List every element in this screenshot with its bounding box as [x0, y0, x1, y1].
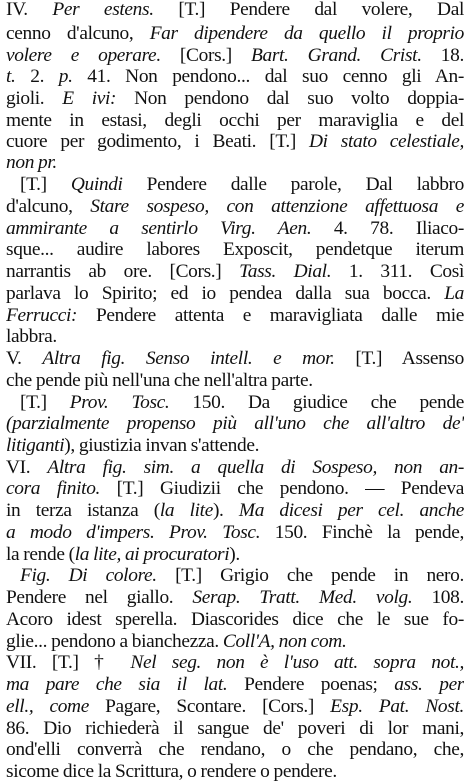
text-line [6, 151, 464, 175]
italic-segment: E ivi: [62, 88, 117, 109]
italic-segment: la lite [159, 500, 213, 521]
italic-segment: cora finito. [6, 478, 101, 499]
italic-segment: Per estens. [52, 0, 154, 20]
italic-segment: Esp. Pat. Nost. [330, 696, 464, 717]
text-segment: Pendere poenas; [227, 674, 395, 695]
text-line [6, 0, 464, 22]
text-segment: Pendere attenta e maravigliata dalle mie [77, 305, 464, 326]
italic-segment: Quindi [70, 174, 123, 195]
italic-segment: Virg. Aen. [220, 218, 312, 239]
text-line [6, 434, 464, 458]
text-segment: d'alcuno, [6, 196, 91, 217]
italic-segment: Serap. Tratt. Med. volg. [192, 587, 413, 608]
italic-segment: a modo d'impers. Prov. Tosc. [6, 522, 261, 543]
text-segment: [T.] [20, 174, 71, 195]
text-segment: sicome dice la Scrittura, o rendere o pendere. [6, 761, 337, 782]
italic-segment: Bart. Grand. Crist. [250, 45, 422, 66]
text-segment: 1. 311. Così [331, 261, 464, 282]
text-line [6, 477, 464, 501]
text-segment: 150. Finchè la pende, [260, 522, 464, 543]
text-segment: [T.] Pendere dal volere, Dal [153, 0, 464, 20]
italic-segment: ass. per [394, 674, 464, 695]
italic-segment: Ma dicesi per cel. anche [238, 500, 464, 521]
text-segment: gioli. [6, 88, 63, 109]
text-line [6, 325, 464, 349]
italic-segment: p. [58, 66, 73, 87]
text-segment: ). [229, 544, 240, 565]
italic-segment: La [444, 283, 464, 304]
text-segment: ), giustizia invan s'attende. [64, 435, 260, 456]
text-segment: 150. Da giudice che pende [169, 392, 464, 413]
text-segment: [Cors.] [160, 45, 251, 66]
text-segment: [T.] Giudizii che pendono. — Pendeva [100, 478, 464, 499]
text-segment: la rende ( [6, 544, 75, 565]
italic-segment: Altra fig. Senso intell. e mor. [42, 348, 335, 369]
italic-segment: ell., come [6, 696, 89, 717]
italic-segment: non pr. [6, 152, 57, 173]
text-segment: 108. [412, 587, 464, 608]
italic-segment: ammirante a sentirlo [6, 218, 198, 239]
text-segment: Pendere nel giallo. [6, 587, 193, 608]
italic-segment: (parzialmente propenso più all'uno che all'altro de' [6, 413, 464, 434]
text-segment: [T.] Grigio che pende in nero. [156, 565, 464, 586]
text-line [6, 238, 464, 262]
text-segment: che pende più nell'una che nell'altra parte. [6, 370, 313, 391]
text-segment: in terza istanza ( [6, 500, 160, 521]
text-line [6, 87, 464, 111]
text-segment: 2. [15, 66, 59, 87]
text-line [6, 651, 464, 675]
text-segment: [T.] Assenso [334, 348, 464, 369]
italic-segment: Coll'A, non com. [222, 631, 347, 652]
italic-segment: Fig. Di colore. [20, 565, 157, 586]
text-segment: VI. [6, 457, 48, 478]
text-line [6, 695, 464, 719]
text-line [6, 412, 464, 436]
text-line [6, 65, 464, 89]
text-segment: ). [212, 500, 239, 521]
text-segment: 86. Dio richiederà il sangue de' poveri di lor mani, [6, 718, 464, 739]
text-line [6, 347, 464, 371]
text-line [20, 173, 464, 197]
italic-segment: Tass. Dial. [239, 261, 332, 282]
text-line [6, 738, 464, 762]
text-segment: Pendere dalle parole, Dal labbro [122, 174, 464, 195]
italic-segment: Nel seg. non è l'uso att. sopra not., [130, 652, 464, 673]
text-segment: labbra. [6, 326, 57, 347]
text-line [6, 760, 464, 784]
italic-segment: Altra fig. sim. a quella di Sospeso, non an- [47, 457, 464, 478]
text-segment: VII. [T.] † [6, 652, 131, 673]
italic-segment: ma pare che sia il lat. [6, 674, 228, 695]
text-segment: 18. [421, 45, 464, 66]
italic-segment: Stare sospeso, con attenzione affettuosa e [90, 196, 464, 217]
text-segment: Pagare, Scontare. [Cors.] [88, 696, 331, 717]
text-line [20, 564, 464, 588]
text-segment [198, 218, 221, 239]
text-segment: mente in estasi, degli occhi per maraviglia e del [6, 110, 464, 131]
text-segment: [T.] [20, 392, 70, 413]
text-segment: IV. [6, 0, 53, 20]
text-segment: parlava lo Spirito; ed io pendea dalla sua bocca. [6, 283, 445, 304]
text-line [6, 499, 464, 523]
text-line [6, 22, 464, 46]
italic-segment: Ferrucci: [6, 305, 78, 326]
italic-segment: t. [6, 66, 16, 87]
text-line [6, 608, 464, 632]
text-line [6, 260, 464, 284]
text-line [6, 586, 464, 610]
italic-segment: la lite, ai procuratori [74, 544, 230, 565]
text-line [6, 195, 464, 219]
text-segment: 41. Non pendono... dal suo cenno gli An- [72, 66, 464, 87]
text-line [6, 673, 464, 697]
italic-segment: volere e operare. [6, 45, 161, 66]
text-segment: V. [6, 348, 43, 369]
text-line [6, 369, 464, 393]
italic-segment: Far dipendere da quello il proprio [149, 23, 464, 44]
text-segment: Acoro idest sperella. Diascorides dice che le sue fo- [6, 609, 464, 630]
text-segment: ond'elli converrà che rendano, o che pendano, che, [6, 739, 464, 760]
text-segment: glie... pendono a bianchezza. [6, 631, 223, 652]
text-segment: cenno d'alcuno, [6, 23, 150, 44]
italic-segment: litiganti [6, 435, 65, 456]
text-segment: Non pendono dal suo volto doppia- [116, 88, 464, 109]
italic-segment: Di stato celestiale, [309, 131, 464, 152]
text-segment: narrantis ab ore. [Cors.] [6, 261, 240, 282]
text-segment: 4. 78. Iliaco- [311, 218, 464, 239]
text-line [6, 282, 464, 306]
text-line [6, 521, 464, 545]
text-segment: cuore per godimento, i Beati. [T.] [6, 131, 310, 152]
italic-segment: Prov. Tosc. [69, 392, 170, 413]
text-segment: sque... audire labores Exposcit, pendetque iterum [6, 239, 464, 260]
